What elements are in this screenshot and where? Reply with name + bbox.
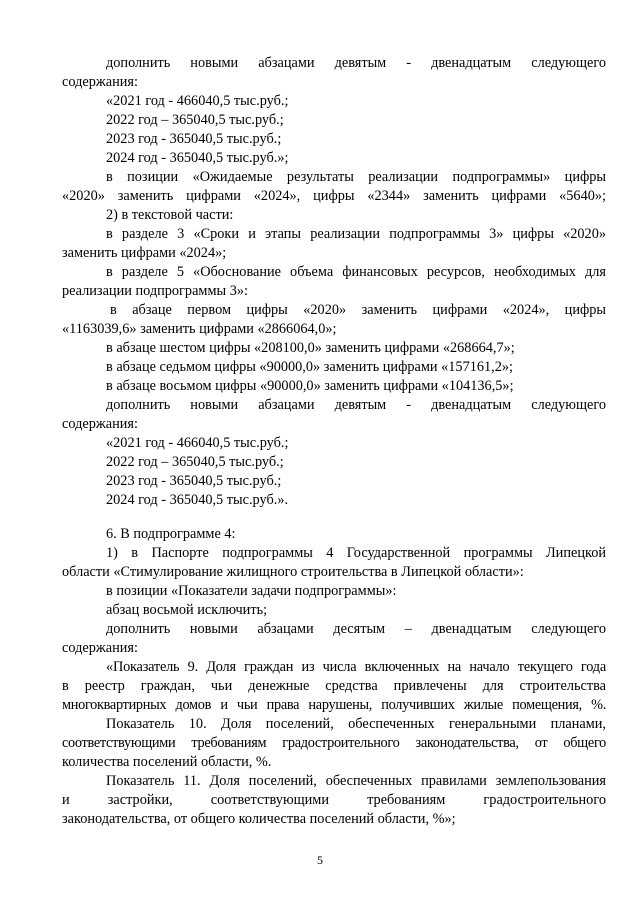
text-line: 1) в Паспорте подпрограммы 4 Государственной программы Липецкой [106,545,606,561]
text-line: дополнить новыми абзацами девятым - двенадцатым следующего [106,397,606,413]
text-line: дополнить новыми абзацами десятым – двенадцатым следующего [106,621,606,637]
text-line: 2024 год - 365040,5 тыс.руб.»; [106,150,289,166]
text-line: в абзаце первом цифры «2020» заменить цифрами «2024», цифры [110,302,606,318]
text-line: в абзаце шестом цифры «208100,0» заменить цифрами «268664,7»; [106,340,515,356]
text-line: соответствующими требованиям градостроительного законодательства, от общего [62,735,606,751]
text-line: области «Стимулирование жилищного строительства в Липецкой области»: [62,564,524,580]
text-line: 2) в текстовой части: [106,207,234,223]
text-line: в позиции «Показатели задачи подпрограммы»: [106,583,397,599]
text-line: дополнить новыми абзацами девятым - двенадцатым следующего [106,55,606,71]
text-line: 2022 год – 365040,5 тыс.руб.; [106,112,284,128]
text-line: абзац восьмой исключить; [106,602,268,618]
text-line: 6. В подпрограмме 4: [106,526,236,542]
text-line: содержания: [62,74,138,90]
text-line: в реестр граждан, чьи денежные средства привлечены для строительства [62,678,606,694]
text-line: в абзаце восьмом цифры «90000,0» заменить цифрами «104136,5»; [106,378,514,394]
text-line: в разделе 3 «Сроки и этапы реализации подпрограммы 3» цифры «2020» [106,226,606,242]
text-line: содержания: [62,640,138,656]
text-line: многоквартирных домов и чьи права нарушены, получивших жилые помещения, %. [62,697,606,713]
text-line: Показатель 11. Доля поселений, обеспеченных правилами землепользования [106,773,606,789]
text-line: «2020» заменить цифрами «2024», цифры «2344» заменить цифрами «5640»; [62,188,606,204]
text-line: Показатель 10. Доля поселений, обеспеченных генеральными планами, [106,716,606,732]
text-line: законодательства, от общего количества поселений области, %»; [62,811,456,827]
text-line: количества поселений области, %. [62,754,272,770]
text-line: и застройки, соответствующими требованиям градостроительного [62,792,606,808]
text-line: «2021 год - 466040,5 тыс.руб.; [106,435,289,451]
text-line: в позиции «Ожидаемые результаты реализации подпрограммы» цифры [106,169,606,185]
text-line: в абзаце седьмом цифры «90000,0» заменить цифрами «157161,2»; [106,359,514,375]
text-line: 2022 год – 365040,5 тыс.руб.; [106,454,284,470]
text-line: 2023 год - 365040,5 тыс.руб.; [106,131,282,147]
text-line: в разделе 5 «Обоснование объема финансовых ресурсов, необходимых для [106,264,606,280]
text-line: «2021 год - 466040,5 тыс.руб.; [106,93,289,109]
text-line: «1163039,6» заменить цифрами «2866064,0»; [62,321,337,337]
page-number: 5 [317,853,323,867]
text-line: реализации подпрограммы 3»: [62,283,248,299]
text-line: 2023 год - 365040,5 тыс.руб.; [106,473,282,489]
text-line: «Показатель 9. Доля граждан из числа включенных на начало текущего года [106,659,606,675]
text-line: 2024 год - 365040,5 тыс.руб.». [106,492,289,508]
text-line: содержания: [62,416,138,432]
text-line: заменить цифрами «2024»; [62,245,227,261]
